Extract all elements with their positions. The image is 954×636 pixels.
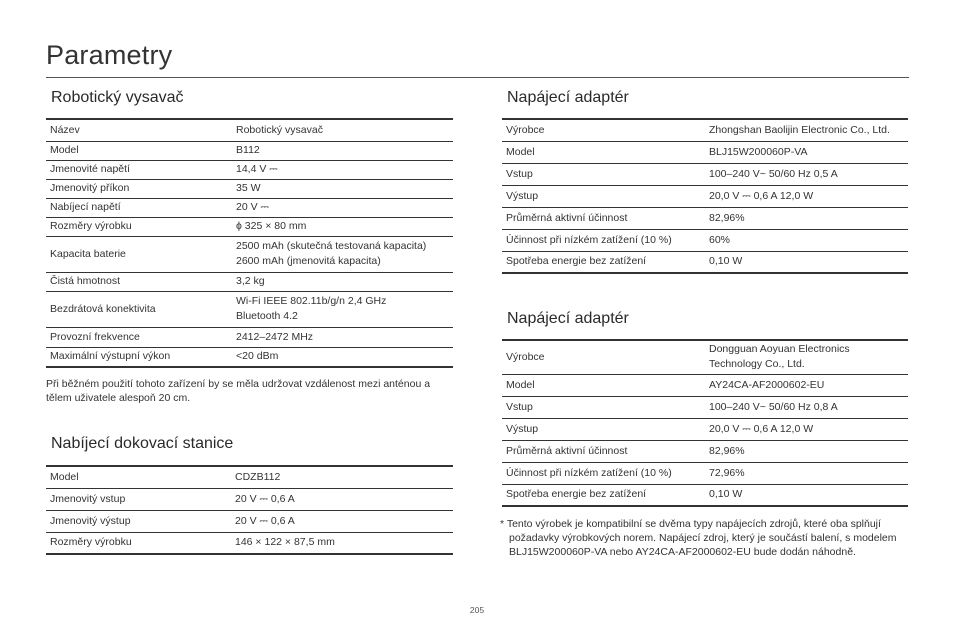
spec-label: Vstup — [502, 163, 705, 185]
spec-label: Kapacita baterie — [46, 236, 232, 272]
table-row — [502, 440, 908, 462]
table-row — [46, 217, 453, 236]
spec-value: 82,96% — [705, 207, 908, 229]
spec-label: Model — [46, 466, 231, 488]
table-row — [46, 179, 453, 198]
spec-label: Jmenovitý vstup — [46, 488, 231, 510]
table-row — [502, 484, 908, 506]
table-row — [46, 272, 453, 291]
table-row — [46, 488, 453, 510]
spec-label: Spotřeba energie bez zatížení — [506, 255, 647, 268]
spec-label: Průměrná aktivní účinnost — [502, 440, 705, 462]
spec-value: 60% — [705, 229, 908, 251]
robot-spec-table — [46, 118, 453, 368]
table-row — [502, 185, 908, 207]
adapter1-spec-table — [502, 118, 908, 274]
adapter1-section — [502, 88, 908, 274]
spec-value: Dongguan Aoyuan Electronics Technology Co., Ltd. — [705, 340, 908, 374]
spec-label: Model — [502, 141, 705, 163]
table-row — [46, 347, 453, 367]
spec-label: Čistá hmotnost — [46, 272, 232, 291]
spec-value: CDZB112 — [231, 466, 453, 488]
spec-label: Model — [502, 374, 705, 396]
spec-value: 20 V ⎓ 0,6 A — [231, 488, 453, 510]
table-row — [46, 160, 453, 179]
spec-label: Výstup — [502, 418, 705, 440]
spec-label: Bezdrátová konektivita — [46, 291, 232, 327]
table-row — [502, 396, 908, 418]
spec-label: Jmenovitý příkon — [46, 179, 232, 198]
dock-heading: Nabíjecí dokovací stanice — [51, 435, 234, 452]
spec-value: B112 — [232, 141, 453, 160]
robot-heading: Robotický vysavač — [51, 89, 184, 106]
table-row — [46, 466, 453, 488]
spec-label: Účinnost při nízkém zatížení (10 %) — [502, 229, 705, 251]
spec-value: 100–240 V~ 50/60 Hz 0,5 A — [705, 163, 908, 185]
spec-value: <20 dBm — [236, 350, 279, 363]
page-title: Parametry — [46, 40, 173, 70]
spec-value: 2500 mAh (skutečná testovaná kapacita) 2600 mAh (jmenovitá kapacita) — [232, 236, 453, 272]
table-row — [46, 236, 453, 272]
adapter2-spec-table — [502, 339, 908, 507]
table-row — [502, 418, 908, 440]
table-row — [46, 198, 453, 217]
spec-label: Účinnost při nízkém zatížení (10 %) — [502, 462, 705, 484]
spec-value: AY24CA-AF2000602-EU — [705, 374, 908, 396]
table-row — [502, 141, 908, 163]
spec-value: 100–240 V~ 50/60 Hz 0,8 A — [705, 396, 908, 418]
title-divider — [46, 77, 909, 78]
spec-value: 0,10 W — [709, 255, 743, 268]
table-row — [46, 119, 453, 141]
spec-label: Nabíjecí napětí — [46, 198, 232, 217]
spec-value: 3,2 kg — [232, 272, 453, 291]
spec-label: Vstup — [502, 396, 705, 418]
spec-value: 20 V ⎓ 0,6 A — [231, 510, 453, 532]
robot-section — [46, 88, 453, 368]
spec-value: Zhongshan Baolijin Electronic Co., Ltd. — [705, 119, 908, 141]
table-row — [502, 163, 908, 185]
spec-value: 14,4 V ⎓ — [232, 160, 453, 179]
spec-label: Spotřeba energie bez zatížení — [506, 488, 647, 501]
spec-value: Robotický vysavač — [232, 119, 453, 141]
page-number: 205 — [469, 605, 485, 615]
spec-label: Výrobce — [502, 119, 705, 141]
table-row — [502, 229, 908, 251]
table-row — [46, 532, 453, 554]
spec-label: Jmenovitý výstup — [46, 510, 231, 532]
antenna-distance-note: Při běžném použití tohoto zařízení by se měla udržovat vzdálenost mezi anténou a tělem uživatele alespoň 20 cm. — [46, 378, 431, 404]
table-row — [46, 291, 453, 327]
table-row — [502, 251, 908, 273]
spec-value: 72,96% — [705, 462, 908, 484]
spec-value: ϕ 325 × 80 mm — [232, 217, 453, 236]
table-row — [46, 327, 453, 347]
dock-section — [46, 434, 453, 555]
spec-label: Název — [46, 119, 232, 141]
adapter2-heading: Napájecí adaptér — [507, 310, 629, 327]
spec-value: BLJ15W200060P-VA — [705, 141, 908, 163]
table-row — [46, 510, 453, 532]
spec-label: Jmenovité napětí — [46, 160, 232, 179]
spec-value: 2412–2472 MHz — [232, 327, 453, 347]
spec-label: Rozměry výrobku — [46, 217, 232, 236]
spec-value: 20,0 V ⎓ 0,6 A 12,0 W — [705, 185, 908, 207]
adapter2-section — [502, 309, 908, 507]
spec-value: 146 × 122 × 87,5 mm — [235, 536, 335, 549]
table-row — [502, 119, 908, 141]
spec-label: Rozměry výrobku — [50, 536, 132, 549]
table-row — [502, 374, 908, 396]
spec-label: Model — [46, 141, 232, 160]
spec-label: Výstup — [502, 185, 705, 207]
spec-value: Wi-Fi IEEE 802.11b/g/n 2,4 GHz Bluetooth 4.2 — [232, 291, 453, 327]
spec-label: Průměrná aktivní účinnost — [502, 207, 705, 229]
spec-value: 0,10 W — [709, 488, 743, 501]
spec-value: 20 V ⎓ — [232, 198, 453, 217]
adapter-compatibility-note: * Tento výrobek je kompatibilní se dvěma typy napájecích zdrojů, které oba splňují požadavky výrobkových norem. Napájecí zdroj, který je součástí balení, s modelem BLJ15W200060P-VA nebo AY24CA-AF2000602-EU bude dodán náhodně. — [500, 518, 897, 558]
table-row — [502, 207, 908, 229]
spec-label: Maximální výstupní výkon — [50, 350, 171, 363]
dock-spec-table — [46, 465, 453, 555]
spec-label: Provozní frekvence — [46, 327, 232, 347]
spec-label: Výrobce — [502, 340, 705, 374]
table-row — [46, 141, 453, 160]
spec-value: 35 W — [232, 179, 453, 198]
adapter1-heading: Napájecí adaptér — [507, 89, 629, 106]
spec-value: 20,0 V ⎓ 0,6 A 12,0 W — [705, 418, 908, 440]
spec-value: 82,96% — [705, 440, 908, 462]
table-row — [502, 340, 908, 374]
table-row — [502, 462, 908, 484]
